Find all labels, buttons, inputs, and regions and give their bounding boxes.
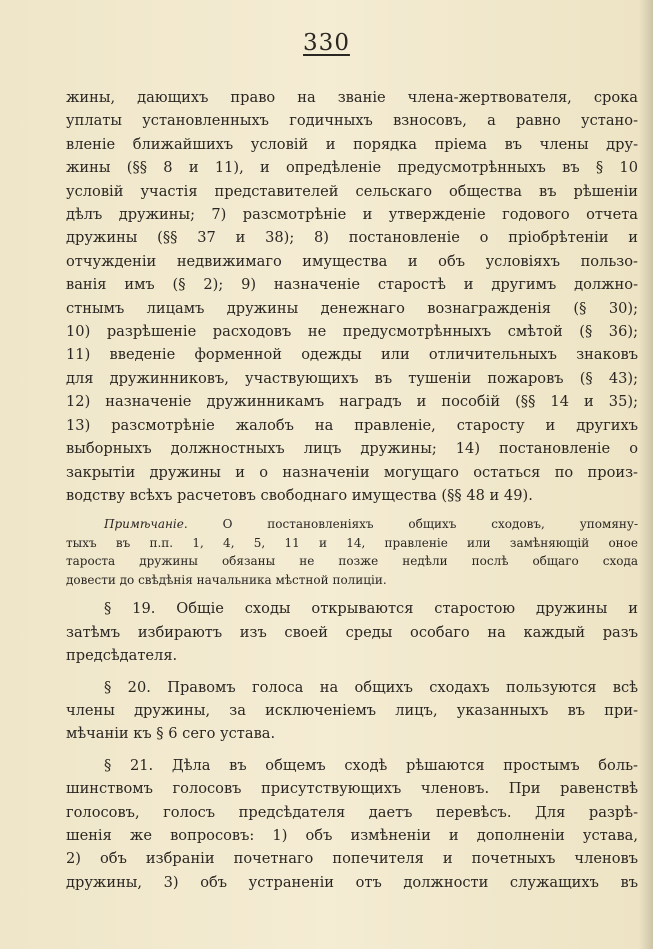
footnote-line: тыхъ въ п.п. 1, 4, 5, 11 и 14, правленіе или замѣняющій оное [66, 535, 638, 550]
text-line: условій участія представителей сельскаго общества въ рѣшеніи [66, 182, 638, 200]
text-line: 11) введеніе форменной одежды или отличительныхъ знаковъ [66, 346, 638, 364]
text-line: водству всѣхъ расчетовъ свободнаго имущества (§§ 48 и 49). [66, 486, 533, 504]
footnote-label: Примѣчаніе. [104, 517, 188, 532]
text-line: для дружинниковъ, участвующихъ въ тушеніи пожаровъ (§ 43); [66, 369, 638, 387]
text-line: стнымъ лицамъ дружины денежнаго вознагражденія (§ 30); [66, 299, 638, 317]
text-line: затѣмъ избираютъ изъ своей среды особаго на каждый разъ [66, 623, 638, 641]
text-line: § 20. Правомъ голоса на общихъ сходахъ пользуются всѣ [104, 678, 638, 696]
footnote-line: тароста дружины обязаны не позже недѣли послѣ общаго схода [66, 554, 638, 569]
footnote-line: довести до свѣдѣнія начальника мѣстной полиціи. [66, 572, 387, 587]
text-line: вленіе ближайшихъ условій и порядка пріема въ члены дру- [66, 135, 638, 153]
page-text [66, 86, 638, 894]
text-line: 12) назначеніе дружинникамъ наградъ и пособій (§§ 14 и 35); [66, 393, 638, 411]
text-line: закрытіи дружины и о назначеніи могущаго остаться по произ- [66, 463, 638, 481]
text-line: шенія же вопросовъ: 1) объ измѣненіи и дополненіи устава, [66, 826, 638, 844]
section-19 [66, 597, 638, 667]
text-line: 10) разрѣшеніе расходовъ не предусмотрѣнныхъ смѣтой (§ 36); [66, 323, 638, 341]
text-line: дружины (§§ 37 и 38); 8) постановленіе о пріобрѣтеніи и [66, 229, 638, 247]
text-line: голосовъ, голосъ предсѣдателя даетъ перевѣсъ. Для разрѣ- [66, 803, 638, 821]
text-line: § 19. Общіе сходы открываются старостою дружины и [104, 600, 638, 618]
text-line: 2) объ избраніи почетнаго попечителя и почетныхъ членовъ [66, 850, 638, 868]
footnote-line [66, 515, 638, 534]
paragraph-main [66, 86, 638, 507]
text-line: шинствомъ голосовъ присутствующихъ членовъ. При равенствѣ [66, 780, 638, 798]
text-line: мѣчаніи къ § 6 сего устава. [66, 725, 276, 743]
section-21 [66, 754, 638, 894]
text-line: дружины, 3) объ устраненіи отъ должности служащихъ въ [66, 873, 638, 891]
page-number: 330 [303, 30, 350, 56]
text-line: жины (§§ 8 и 11), и опредѣленіе предусмотрѣнныхъ въ § 10 [66, 159, 638, 177]
text-line: выборныхъ должностныхъ лицъ дружины; 14) постановленіе о [66, 440, 638, 458]
text-line: 13) разсмотрѣніе жалобъ на правленіе, старосту и другихъ [66, 416, 638, 434]
text-line: жины, дающихъ право на званіе члена-жертвователя, срока [66, 89, 638, 106]
text-line: ванія имъ (§ 2); 9) назначеніе старостѣ и другимъ должно- [66, 276, 638, 294]
footnote-first-line-text: О постановленіяхъ общихъ сходовъ, упомяну- [187, 517, 638, 532]
text-line: уплаты установленныхъ годичныхъ взносовъ, а равно устано- [66, 112, 638, 130]
text-line: § 21. Дѣла въ общемъ сходѣ рѣшаются простымъ боль- [104, 756, 638, 774]
text-line: предсѣдателя. [66, 647, 178, 665]
section-20 [66, 676, 638, 746]
page-edge-shadow [639, 0, 653, 949]
text-line: дѣлъ дружины; 7) разсмотрѣніе и утвержденіе годового отчета [66, 206, 638, 224]
text-line: члены дружины, за исключеніемъ лицъ, указанныхъ въ при- [66, 701, 638, 719]
text-line: отчужденіи недвижимаго имущества и объ условіяхъ пользо- [66, 252, 638, 270]
footnote [66, 515, 638, 589]
